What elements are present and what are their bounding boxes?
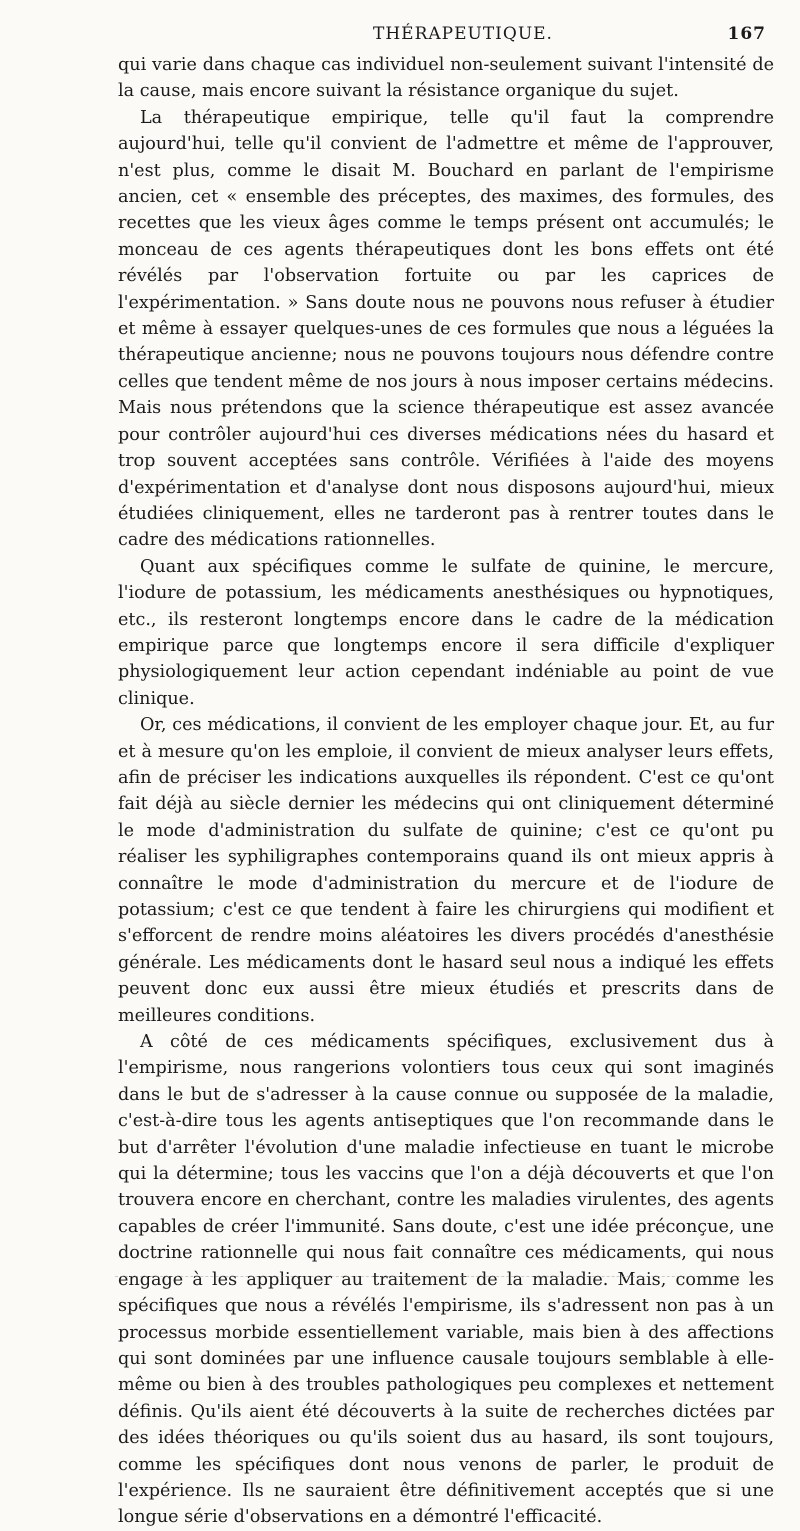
paragraph-empirical-therapeutics: La thérapeutique empirique, telle qu'il faut la comprendre aujourd'hui, telle qu'il convient de l'admettre et même de l'approuver, n'est plus, comme le disait M. Bouchard en parlant de l'empirisme ancien, cet « ensemble des préceptes, des maximes, des formules, des recettes que les vieux âges comme le temps présent ont accumulés; le monceau de ces agents thérapeutiques dont les bons effets ont été révélés par l'observation fortuite ou par les caprices de l'expérimentation. » Sans doute nous ne pouvons nous refuser à étudier et même à essayer quelques-unes de ces formules que nous a léguées la thérapeutique ancienne; nous ne pouvons toujours nous défendre contre celles que tendent même de nos jours à nous imposer certains médecins. Mais nous prétendons que la science thérapeutique est assez avancée pour contrôler aujourd'hui ces diverses médications nées du hasard et trop souvent acceptées sans contrôle. Vérifiées à l'aide des moyens d'expérimentation et d'analyse dont nous disposons aujourd'hui, mieux étudiées cliniquement, elles ne tarderont pas à rentrer toutes dans le cadre des médications rationnelles. — [118, 107, 774, 551]
body-text — [118, 52, 774, 1531]
paragraph-specifics: Quant aux spécifiques comme le sulfate de quinine, le mercure, l'iodure de potassium, les médicaments anesthésiques ou hypnotiques, etc., ils resteront longtemps encore dans le cadre de la médication empirique parce que longtemps encore il sera difficile d'expliquer physiologiquement leur action cependant indéniable au point de vue clinique. — [118, 556, 774, 709]
paragraph-antiseptics-vaccines: A côté de ces médicaments spécifiques, exclusivement dus à l'empirisme, nous rangerions volontiers tous ceux qui sont imaginés dans le but de s'adresser à la cause connue ou supposée de la maladie, c'est-à-dire tous les agents antiseptiques que l'on recommande dans le but d'arrêter l'évolution d'une maladie infectieuse en tuant le microbe qui la détermine; tous les vaccins que l'on a déjà découverts et que l'on trouvera encore en cherchant, contre les maladies virulentes, des agents capables de créer l'immunité. Sans doute, c'est une idée préconçue, une doctrine rationnelle qui nous fait connaître ces médicaments, qui nous engage à les appliquer au traitement de la maladie. Mais, comme les spécifiques que nous a révélés l'empirisme, ils s'adressent non pas à un processus morbide essentiellement variable, mais bien à des affections qui sont dominées par une influence causale toujours semblable à elle-même ou bien à des troubles pathologiques peu complexes et nettement définis. Qu'ils aient été découverts à la suite de recherches dictées par des idées théoriques ou qu'ils soient dus au hasard, ils sont toujours, comme les spécifiques dont nous venons de parler, le produit de l'expérience. Ils ne sauraient être définitivement acceptés que si une longue série d'observations en a démontré l'efficacité. — [118, 1032, 774, 1528]
page-number: 167 — [727, 24, 766, 44]
paragraph-continuation: qui varie dans chaque cas individuel non-seulement suivant l'intensité de la cause, mais encore suivant la résistance organique du sujet. — [118, 55, 774, 102]
running-title: THÉRAPEUTIQUE. — [373, 24, 553, 44]
paragraph-daily-use: Or, ces médications, il convient de les employer chaque jour. Et, au fur et à mesure qu'on les emploie, il convient de mieux analyser leurs effets, afin de préciser les indications auxquelles ils répondent. C'est ce qu'ont fait déjà au siècle dernier les médecins qui ont cliniquement déterminé le mode d'administration du sulfate de quinine; c'est ce qu'ont pu réaliser les syphiligraphes contemporains quand ils ont mieux appris à connaître le mode d'administration du mercure et de l'iodure de potassium; c'est ce que tendent à faire les chirurgiens qui modifient et s'efforcent de rendre moins aléatoires les divers procédés d'anesthésie générale. Les médicaments dont le hasard seul nous a indiqué les effets peuvent donc eux aussi être mieux étudiés et prescrits dans de meilleures conditions. — [118, 715, 774, 1026]
running-head — [118, 22, 774, 52]
footer-rule — [115, 1276, 740, 1277]
